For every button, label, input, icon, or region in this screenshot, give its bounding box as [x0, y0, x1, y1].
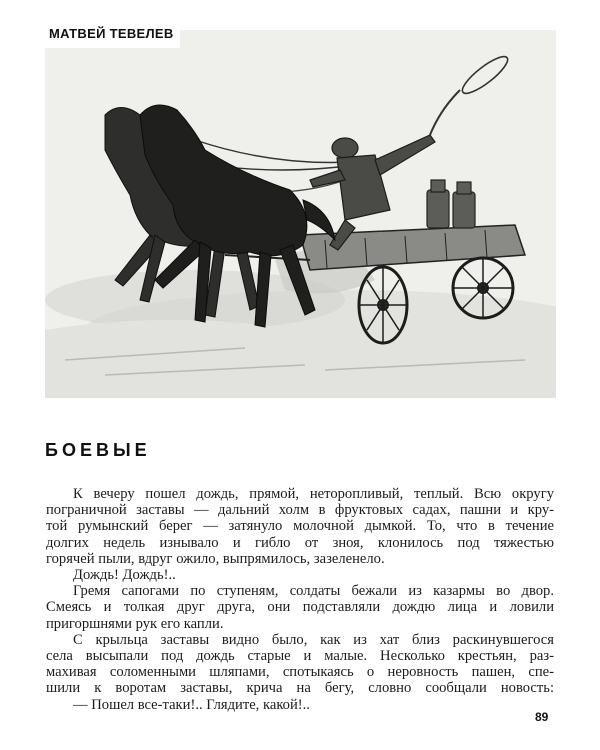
text-line: Смеясь и толкая друг друга, они подставляли дождю лица и ловили [46, 599, 554, 616]
text-line: долгих недель изнывало и гибло от зноя, клонилось под тяжестью [46, 534, 554, 551]
page-number: 89 [535, 710, 549, 724]
text-line: Гремя сапогами по ступеням, солдаты бежали из казармы во двор. [73, 583, 554, 600]
text-line: той румынский берег — затянуло молочной дымкой. То, что в течение [46, 518, 554, 535]
body-text [46, 486, 554, 713]
text-line: К вечеру пошел дождь, прямой, неторопливый, теплый. Всю округу [73, 486, 554, 502]
text-line: С крыльца заставы видно было, как из хат близ раскинувшегося [73, 631, 554, 648]
text-line: пограничной заставы — дальний холм в фруктовых садах, пашни и кру- [46, 502, 554, 519]
story-title: БОЕВЫЕ [45, 440, 151, 460]
text-line: села высыпали под дождь старые и малые. Несколько крестьян, раз- [46, 648, 554, 665]
text-line: Дождь! Дождь!.. [73, 567, 176, 584]
horse-drawn-cart-icon [45, 30, 556, 398]
text-line: шили к воротам заставы, крича на бегу, словно сообщали новость: [46, 680, 554, 697]
horse-cart-illustration [45, 30, 556, 398]
text-line: пригоршнями рук его капли. [46, 615, 224, 632]
text-line: махивая соломенными шляпами, спотыкаясь о неровность пашен, спе- [46, 664, 554, 681]
text-line: горячей пыли, вдруг ожило, выпрямилось, зазеленело. [46, 550, 385, 567]
text-line: — Пошел все-таки!.. Глядите, какой!.. [73, 696, 310, 713]
author-name: МАТВЕЙ ТЕВЕЛЕВ [45, 24, 180, 48]
